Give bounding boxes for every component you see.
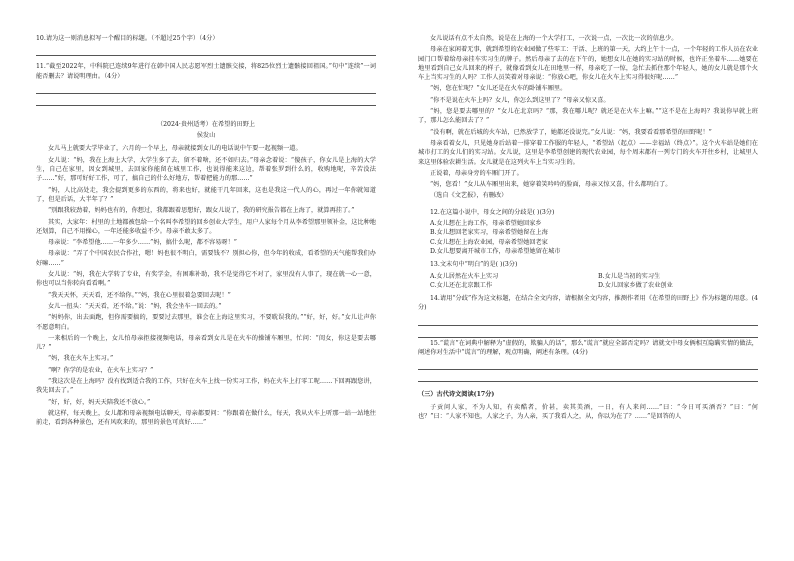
question-12: 12.在这篇小说中，母女之间的分歧是( )(3分) bbox=[430, 208, 555, 216]
question-14: 14.请用“分歧”作为这文标题，在结合全文内容，请根据全文内容，推测作者用《在希望的田野上》作为标题的用意。(4分) bbox=[418, 295, 758, 312]
story-paragraph: 其实，大家年：村里的土地都被包给一个名叫李希望的回乡创业大学生，用户人家每个月从李希望那里领补金，这比种地还划算，自己不用操心，一年还能多收益不少。母亲不敢太多了。 bbox=[36, 218, 376, 235]
story-paragraph: “你不是说在火车上吗？女儿，你怎么到这里了？”母亲又惊又喜。 bbox=[430, 96, 610, 104]
story-paragraph: “没有啊，就在后城的火车站，已然放学了，她都还没说完。”女儿说：“妈，我要看看那希望的田野呢！” bbox=[430, 128, 712, 136]
story-paragraph: 女儿说：“妈，我在大学转了专业，有奖学金，有困难补助，我不是觉得它不对了，家里没有人事了，现在就一心一意，你也可以当你转向看看啊。” bbox=[36, 271, 376, 288]
story-paragraph: “我天天怀，天天看，还不给你。”“妈，我在心里很着急要回去呢！” bbox=[48, 291, 231, 299]
story-paragraph: “妈，我在火车上实习。” bbox=[48, 355, 114, 363]
question-11: 11.“截至2022年，中科院已连续9年进行在韩中国人民志愿军烈士遗骸交接，将825位烈士遗骸接回祖国。”句中“连续”一词能否删去？请说明理由。（4分） bbox=[36, 63, 376, 80]
question-13: 13.文末句中“明白”的是( )(3分) bbox=[430, 261, 518, 269]
story-paragraph: 女儿说话有点不太自然，说是在上海的一个大学打工，一次说一点，一次比一次的信息少。 bbox=[430, 35, 678, 42]
story-paragraph: 母亲看着女儿，只见她身后站着一排穿着工作服的年轻人，“希望站（起点）——幸福站（终点）”。这个火车站是她们在城市打工的女儿们的实习站。女儿说，这里是李希望创建的现代农业园，每个周末都有一列专门的火车开往乡村，让城里人来这里体验农耕生活。女儿就是在这列火车上当实习生的。 bbox=[418, 139, 758, 166]
option-c[interactable]: C.女儿还在北京跟工作 bbox=[430, 281, 493, 289]
story-paragraph: 母亲说：“弄了个中国农民合作社，嗯！妈也很不明白，需要钱不？别担心你，但今年的收成，看希望的天气能帮我们办好嘛……” bbox=[36, 250, 376, 267]
option-b[interactable]: B.女儿是当初的实习生 bbox=[598, 272, 661, 280]
story-source: （选自《文艺报》，有删改） bbox=[430, 192, 508, 200]
answer-line bbox=[36, 45, 376, 56]
story-title: （2024·贵州适考）在希望的田野上 bbox=[156, 120, 256, 128]
left-column bbox=[36, 34, 376, 430]
classical-text: 子贡问人家，不为人知，有卖酷者，价甚，卖其美酒，一日，有人来问……”曰：“今日可买酒否？”曰：“何也？”曰：“人家不知也，人家之子，为人亲，买了我看人之，从，你以为在了？……”是回答的人 bbox=[418, 403, 758, 420]
section-heading: （三）古代诗文阅读(17分) bbox=[418, 391, 495, 399]
story-paragraph: 女儿马上就要大学毕业了，六月的一个早上，母亲就接到女儿的电话说中午要一起视频一道。 bbox=[48, 145, 302, 153]
question-13-options bbox=[430, 272, 758, 291]
option-c[interactable]: C.女儿想在上海农业园，母亲希望她回老家 bbox=[430, 238, 548, 246]
story-paragraph: “妈，您看！”女儿从车厢里出来，她穿着笑吟吟的脸面，母亲又惊又喜，什么都明白了。 bbox=[430, 181, 672, 189]
story-paragraph: “妈妈你，出去面跑，但你需要搞的，要要过去那里，谁会在上海这里实习，不要耽误我的。”“好，好，好。”女儿让声你不愿意明白。 bbox=[36, 314, 376, 331]
story-author: 侯发山 bbox=[196, 132, 216, 140]
story-paragraph: “妈，人比高处走，我会提到更多的东西的，将来也好，就能干几年回来，这也是我这一代人的心，再过一年你就知道了，但是后话，大半年了？” bbox=[36, 186, 376, 203]
story-paragraph: “啊？你学的是农业，在火车上实习？” bbox=[48, 366, 154, 374]
story-paragraph: 女儿一扭头：“天天看，还不给。”说：“妈，我会坐车一回去的。” bbox=[48, 302, 222, 310]
answer-line bbox=[418, 359, 758, 370]
story-paragraph: 母亲说：“李希望他……一年多少……”妈，搞什么呢，都不容易呀！” bbox=[48, 239, 237, 247]
answer-line bbox=[418, 327, 758, 338]
story-paragraph: “妈，您是要去哪里的？”女儿在北京吗？“那，我在哪儿呢？就还是在火车上嘛。”“这不是在上海吗？我说你早就上班了，那儿怎么能回去了？” bbox=[418, 108, 758, 125]
story-paragraph: 就这样，每天晚上，女儿都和母亲视频电话聊天，母亲都要问：“你跟着在做什么，每天，我从火车上听那一站一站地往前走，看到各种景色，还有风吹来的，那里的景色可真好……” bbox=[36, 409, 376, 427]
story-paragraph: “我这次是在上海吗？没有找到适合我的工作，只好在火车上找一份实习工作，妈在火车上打零工呢……下回再跟您讲，我先回去了。” bbox=[36, 378, 376, 395]
story-paragraph: 一来相后的一个晚上，女儿怕母亲拒接视频电话，母亲看到女儿是在火车的操铺车厢里，忙问：“闺女，你这是要去哪儿？” bbox=[36, 334, 376, 352]
story-paragraph: “别跟我较劲着，妈妈也有的，你想过，我都跟着思想好，跟女儿说了，我的研究报告都在上海了，就算再挂了。” bbox=[48, 207, 355, 215]
answer-line bbox=[418, 315, 758, 326]
story-paragraph: 母亲在家闲着无事，就到希望的农业园做了些零工：干活、上班的第一天，大约上午十一点，一个年轻的工作人员在农业园门口帮着给母亲挂车实习生的牌子。然后母亲了去的在下午的，她想女儿在她的实习站的时候，也许正坐着车……她要在地里看到自己女儿回来的样子，就像看到女儿在田地里一样，母亲吃了一惊，急忙去抓住那个年轻人，她的女儿就是那个火车上当实习生的人吗？工作人员笑着对母亲说：“你放心吧，你女儿在火车上实习得很好呢……” bbox=[418, 46, 758, 82]
option-a[interactable]: A.女儿想在上海工作，母亲希望她回家乡 bbox=[430, 220, 542, 228]
right-column bbox=[418, 34, 758, 423]
question-12-options bbox=[430, 219, 758, 256]
answer-line bbox=[418, 371, 758, 382]
story-paragraph: “妈，您在忙呢？”女儿还是在火车的卧铺车厢里。 bbox=[430, 85, 567, 93]
story-paragraph: 正说着，母亲身旁的车厢门开了。 bbox=[430, 169, 523, 177]
story-paragraph: 女儿说：“妈，我在上海上大学，大学生多了去，留不着啥，还不如归去。”母亲念着说：“傻孩子，你女儿是上海的大学生，自己在家里，因女到城里，去回家你能留在城里工作，也说得能来这边，帮着张罗到什么的，收购地呢，辛苦没法子……”好，那可好好工作，可了，搞自己的什么好地方，帮着把能力的那……” bbox=[36, 156, 376, 183]
option-b[interactable]: B.女儿想回老家实习，母亲希望她留在上海 bbox=[430, 229, 548, 237]
option-d[interactable]: D.女儿想要离开城市工作，母亲希望她留在城市 bbox=[430, 247, 561, 255]
option-a[interactable]: A.女儿居然在火车上实习 bbox=[430, 272, 499, 280]
option-d[interactable]: D.女儿回家乡做了农业创业 bbox=[598, 281, 673, 289]
answer-line bbox=[36, 83, 376, 94]
story-paragraph: “好，好，好，妈天天陪我还不放心。” bbox=[48, 398, 151, 406]
answer-line bbox=[36, 95, 376, 106]
question-15: 15.“谎言”在词典中解释为“虚假的，欺骗人的话”，那么“谎言”就应全部否定吗？请就文中母女俩相互隐瞒实情的做法，阐述你对生活中“谎言”的理解，观点明确，阐述有条理。(4分) bbox=[418, 339, 758, 357]
question-10: 10.请为这一则消息拟写一个醒目的标题。（不超过25个字）（4分） bbox=[36, 35, 219, 42]
